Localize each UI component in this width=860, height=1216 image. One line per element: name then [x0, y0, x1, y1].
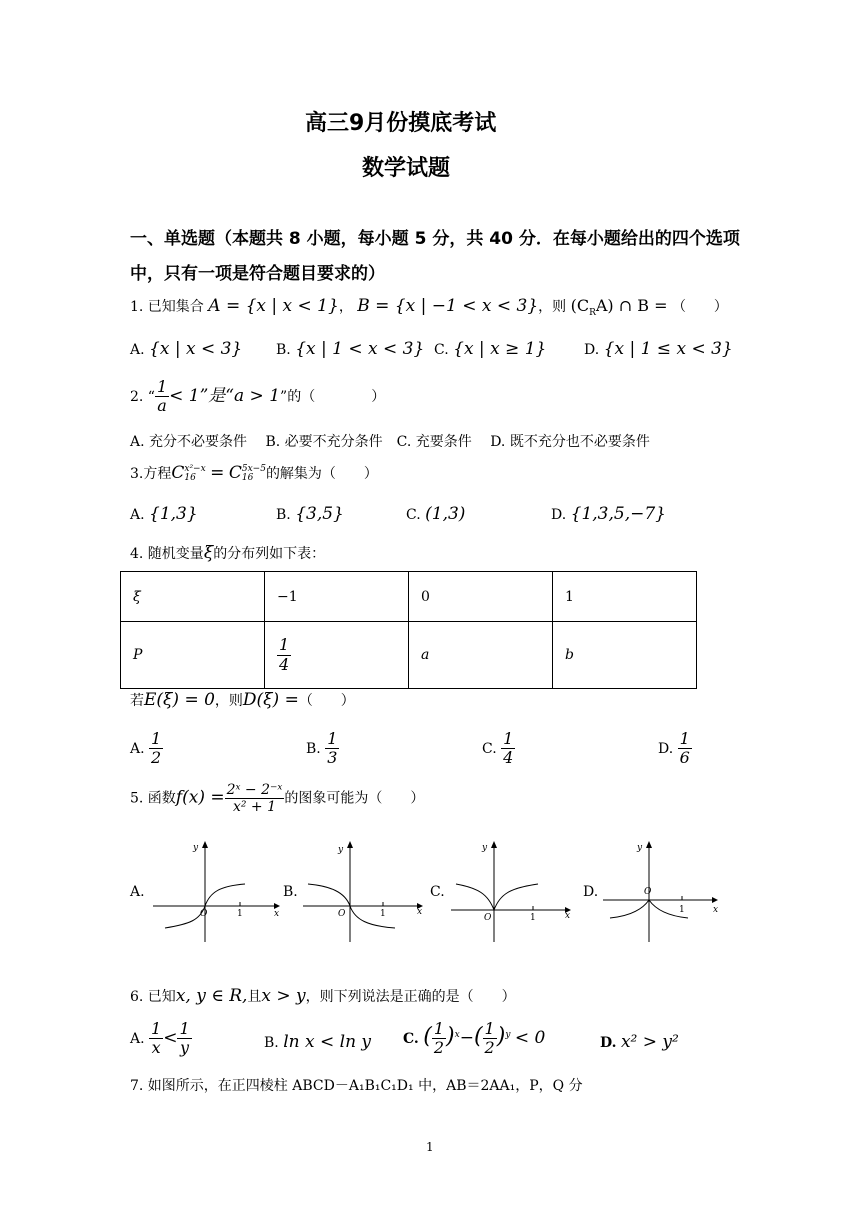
table-cell-quarter: $\frac{1}{4}$ [265, 622, 409, 689]
graph-d-tick: 1 [679, 905, 685, 915]
question-2: 2. “ $\frac{1}{a}$ < 1”是“a > 1”的（ ） [130, 377, 386, 416]
graph-label-b: B. [283, 884, 298, 900]
question-5: 5. 函数f(x) = $\frac{\text{2ˣ − 2⁻ˣ}}{\text{x² + 1}}$ 的图象可能为（ ） [130, 782, 425, 816]
graph-b-y-label: y [338, 845, 344, 855]
q4-option-d: D. $\frac{1}{6}$ [658, 729, 690, 768]
table-cell-b: b [553, 622, 697, 689]
graph-b [300, 838, 430, 946]
q2-options: A. 充分不必要条件 B. 必要不充分条件 C. 充要条件 D. 既不充分也不必要条件 [130, 434, 650, 450]
page-title: 高三9月份摸底考试 [305, 111, 497, 136]
q1-option-a: A. {x | x < 3} [130, 339, 243, 359]
q2-fraction: $\frac{1}{a}$ [156, 377, 168, 416]
graph-d-x-label: x [713, 905, 719, 915]
graph-c-y-label: y [482, 843, 488, 853]
page-number: 1 [426, 1140, 434, 1154]
q4-condition: 若E(ξ) = 0，则D(ξ) =（ ） [130, 690, 355, 710]
question-7: 7. 如图所示，在正四棱柱 ABCD－A₁B₁C₁D₁ 中，AB＝2AA₁，P，Q 分 [130, 1078, 583, 1094]
graph-a-x-label: x [274, 909, 280, 919]
graph-label-a: A. [130, 884, 145, 900]
question-1: 1. 已知集合 A = {x | x < 1}， B = {x | −1 < x < 3}，则 $(C_RA)$ ∩ B = （ ） [130, 296, 728, 319]
q6-option-b: B. ln x < ln y [264, 1032, 372, 1052]
graph-a-origin: O [200, 909, 208, 919]
graph-c [448, 838, 578, 946]
graph-c-x-label: x [565, 911, 571, 921]
table-cell-p: P [121, 622, 265, 689]
q1-option-c: C. {x | x ≥ 1} [434, 339, 547, 359]
question-6: 6. 已知x, y ∈ R,且x > y，则下列说法是正确的是（ ） [130, 986, 516, 1006]
distribution-table [120, 571, 697, 689]
q3-option-b: B. {3,5} [276, 504, 344, 524]
q4-option-c: C. $\frac{1}{4}$ [482, 729, 514, 768]
q1-set-a: A = {x | x < 1} [208, 296, 339, 316]
q1-prefix: 1. 已知集合 [130, 299, 204, 315]
table-cell-a: a [409, 622, 553, 689]
q3-lhs: C x²−x 16 [171, 463, 206, 483]
page-subtitle: 数学试题 [362, 156, 451, 181]
question-4: 4. 随机变量ξ的分布列如下表： [130, 543, 326, 563]
graph-a-y-label: y [193, 843, 199, 853]
q3-option-a: A. {1,3} [130, 504, 198, 524]
q1-option-b: B. {x | 1 < x < 3} [276, 339, 425, 359]
q6-option-c: C. ( $\frac{1}{2}$ )$^x$−( $\frac{1}{2}$ )$^y$ < 0 [403, 1019, 546, 1058]
table-cell-xi: ξ [121, 572, 265, 622]
q1-expression: $(C_RA)$ ∩ B = [570, 296, 668, 319]
graph-b-tick: 1 [380, 909, 386, 919]
q1-set-b: B = {x | −1 < x < 3} [357, 296, 539, 316]
graph-label-d: D. [583, 884, 599, 900]
graph-label-c: C. [430, 884, 445, 900]
q4-option-b: B. $\frac{1}{3}$ [306, 729, 338, 768]
graph-d-origin: O [644, 887, 652, 897]
table-cell-0: 0 [409, 572, 553, 622]
q3-option-d: D. {1,3,5,−7} [551, 504, 666, 524]
graph-c-tick: 1 [530, 913, 536, 923]
q1-paren: （ ） [671, 299, 728, 315]
graph-a-tick: 1 [237, 909, 243, 919]
q4-option-a: A. $\frac{1}{2}$ [130, 729, 162, 768]
q3-option-c: C. (1,3) [406, 504, 466, 524]
graph-d-y-label: y [637, 843, 643, 853]
graph-c-origin: O [484, 913, 492, 923]
q6-option-d: D. x² > y² [600, 1032, 679, 1052]
table-cell-1: 1 [553, 572, 697, 622]
q3-rhs: C 5x−5 16 [228, 463, 266, 483]
section-heading-line2: 中，只有一项是符合题目要求的） [130, 264, 385, 284]
graph-b-x-label: x [417, 907, 423, 917]
graph-b-origin: O [338, 909, 346, 919]
q1-then: ，则 [538, 299, 567, 315]
q1-option-d: D. {x | 1 ≤ x < 3} [584, 339, 733, 359]
table-cell-neg1: −1 [265, 572, 409, 622]
q6-option-a: A. $\frac{1}{x}$ < $\frac{1}{y}$ [130, 1019, 190, 1058]
graph-a [150, 838, 285, 946]
question-3: 3.方程C x²−x 16 = C 5x−5 16 的解集为（ ） [130, 463, 378, 483]
section-heading-line1: 一、单选题（本题共 8 小题，每小题 5 分，共 40 分．在每小题给出的四个选项 [130, 229, 740, 249]
graph-d [600, 838, 725, 946]
